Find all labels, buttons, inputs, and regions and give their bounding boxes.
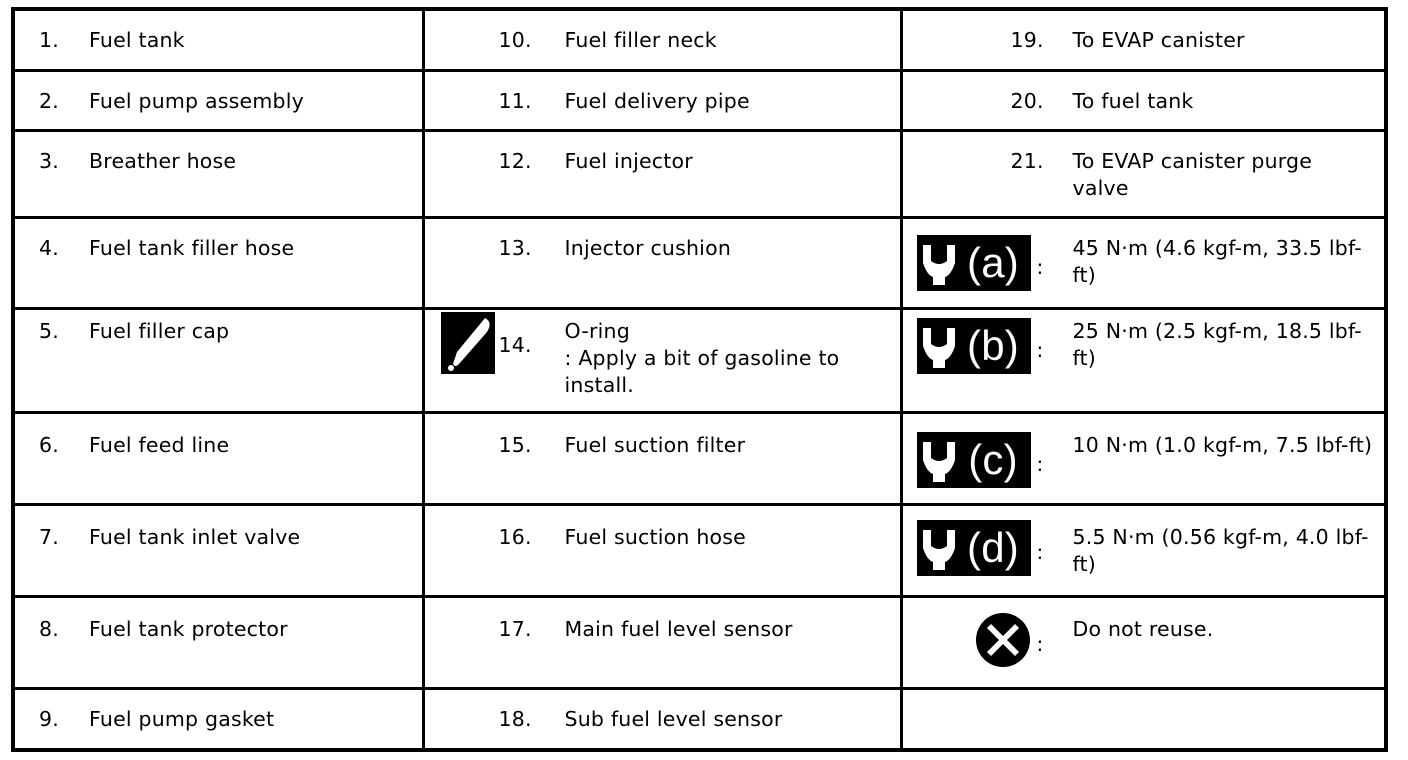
svg-text:(d): (d) — [966, 523, 1019, 571]
item-number: 16. — [498, 524, 532, 549]
item-label: Fuel filler neck — [564, 28, 717, 52]
item-label: Injector cushion — [564, 235, 732, 260]
item-number: 14. — [498, 332, 532, 357]
colon: : — [1036, 452, 1044, 476]
item-number: 21. — [1010, 148, 1044, 173]
item-label: Fuel tank filler hose — [89, 235, 295, 260]
item-number: 7. — [39, 524, 59, 549]
colon: : — [1036, 632, 1044, 656]
colon: : — [1036, 540, 1044, 564]
item-number: 3. — [39, 148, 59, 173]
item-number: 20. — [1010, 88, 1044, 113]
item-number: 4. — [39, 235, 59, 260]
item-label: Fuel feed line — [89, 432, 230, 457]
gasoline-icon — [441, 312, 495, 374]
item-label: Fuel pump assembly — [89, 88, 304, 113]
table-row — [13, 130, 1386, 217]
item-number: 5. — [39, 318, 59, 343]
torque-spec-d — [917, 520, 1044, 576]
table-row — [13, 70, 1386, 130]
wrench-torque-icon — [917, 235, 1031, 291]
item-label: Fuel suction filter — [564, 432, 746, 457]
empty-cell — [901, 688, 1386, 750]
item-number: 15. — [498, 432, 532, 457]
item-label: O-ring — [564, 318, 630, 343]
svg-text:(c): (c) — [967, 435, 1018, 483]
torque-spec-b — [917, 318, 1044, 374]
item-label: Fuel tank — [89, 28, 185, 52]
item-number: 1. — [39, 28, 59, 52]
wrench-torque-icon — [917, 318, 1031, 374]
wrench-torque-icon — [917, 520, 1031, 576]
do-not-reuse-symbol — [975, 612, 1044, 668]
colon: : — [1036, 255, 1044, 279]
item-label: Sub fuel level sensor — [564, 706, 783, 731]
table-row — [13, 308, 1386, 412]
item-number: 6. — [39, 432, 59, 457]
item-label: Fuel filler cap — [89, 318, 230, 343]
svg-text:(b): (b) — [966, 321, 1019, 369]
table-row — [13, 412, 1386, 504]
table-row — [13, 9, 1386, 70]
item-label: Fuel injector — [564, 148, 693, 173]
torque-value: 25 N·m (2.5 kgf-m, 18.5 lbf-ft) — [1072, 318, 1362, 370]
table-row — [13, 504, 1386, 596]
item-number: 10. — [498, 28, 532, 52]
svg-text:(a): (a) — [966, 238, 1019, 286]
item-number: 12. — [498, 148, 532, 173]
item-label: To EVAP canister purge valve — [1072, 148, 1313, 200]
table-row — [13, 688, 1386, 750]
item-number: 8. — [39, 616, 59, 641]
item-label: Fuel tank inlet valve — [89, 524, 301, 549]
parts-legend-table — [11, 7, 1388, 752]
item-number: 13. — [498, 235, 532, 260]
item-label: Fuel tank protector — [89, 616, 288, 641]
item-label-block — [565, 318, 885, 399]
item-number: 11. — [498, 88, 532, 113]
wrench-torque-icon — [917, 432, 1031, 488]
colon: : — [1036, 338, 1044, 362]
item-note: : Apply a bit of gasoline to install. — [564, 345, 840, 397]
no-reuse-label: Do not reuse. — [1072, 616, 1214, 641]
torque-spec-c — [917, 432, 1044, 488]
table-row — [13, 217, 1386, 308]
item-number: 9. — [39, 706, 59, 731]
item-number: 18. — [498, 706, 532, 731]
torque-value: 45 N·m (4.6 kgf-m, 33.5 lbf-ft) — [1072, 235, 1362, 287]
item-label: Breather hose — [89, 148, 237, 173]
torque-spec-a — [917, 235, 1044, 291]
item-number: 2. — [39, 88, 59, 113]
item-label: Fuel pump gasket — [89, 706, 275, 731]
torque-value: 10 N·m (1.0 kgf-m, 7.5 lbf-ft) — [1072, 432, 1373, 457]
item-number: 17. — [498, 616, 532, 641]
item-label: To EVAP canister — [1072, 28, 1245, 52]
item-label: Main fuel level sensor — [564, 616, 793, 641]
do-not-reuse-icon — [975, 612, 1031, 668]
item-label: Fuel delivery pipe — [564, 88, 750, 113]
torque-value: 5.5 N·m (0.56 kgf-m, 4.0 lbf-ft) — [1072, 524, 1369, 576]
item-number: 19. — [1010, 28, 1044, 52]
item-label: Fuel suction hose — [564, 524, 746, 549]
table-row — [13, 596, 1386, 688]
item-label: To fuel tank — [1072, 88, 1194, 113]
